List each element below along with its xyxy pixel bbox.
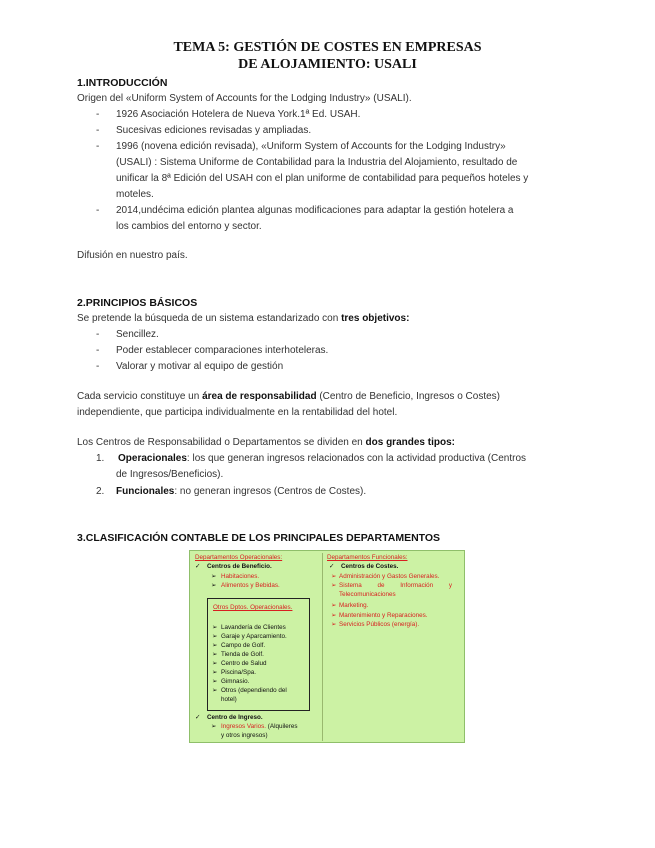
- list-item: Valorar y motivar al equipo de gestión: [116, 361, 284, 372]
- arrow-icon: ➢: [212, 642, 218, 649]
- arrow-icon: ➢: [211, 723, 217, 730]
- list-number: 2.: [96, 486, 105, 497]
- section-1-heading: 1.INTRODUCCIÓN: [77, 77, 168, 89]
- cost-item: Mantenimiento y Reparaciones.: [339, 612, 428, 619]
- responsibility-area-text: Cada servicio constituye un área de responsabilidad (Centro de Beneficio, Ingresos o Costes): [77, 391, 501, 402]
- list-item: Poder establecer comparaciones interhoteleras.: [116, 345, 329, 356]
- section-3-heading: 3.CLASIFICACIÓN CONTABLE DE LOS PRINCIPALES DEPARTAMENTOS: [77, 532, 441, 544]
- list-item-continuation: los cambios del entorno y sector.: [116, 221, 262, 232]
- responsibility-area-text-line-2: independiente, que participa individualmente en la rentabilidad del hotel.: [77, 407, 398, 418]
- functional-departments-title: Departamentos Funcionales:: [327, 554, 408, 561]
- numbered-item: Funcionales: no generan ingresos (Centros de Costes).: [116, 486, 367, 497]
- other-operational-item: Tienda de Golf.: [221, 651, 264, 658]
- cost-item: Servicios Públicos (energía).: [339, 621, 420, 628]
- list-item: 1926 Asociación Hotelera de Nueva York.1ª Ed. USAH.: [116, 109, 361, 120]
- document-title-line-2: DE ALOJAMIENTO: USALI: [238, 57, 417, 72]
- numbered-item: Operacionales: los que generan ingresos relacionados con la actividad productiva (Centros: [118, 453, 527, 464]
- objectives-intro: Se pretende la búsqueda de un sistema estandarizado con tres objetivos:: [77, 313, 410, 324]
- operational-departments-title: Departamentos Operacionales:: [195, 554, 283, 561]
- other-operational-item: Garaje y Aparcamiento.: [221, 633, 287, 640]
- benefit-centers-title: Centros de Beneficio.: [207, 563, 272, 570]
- dash-bullet: -: [96, 205, 100, 216]
- arrow-icon: ➢: [211, 573, 217, 580]
- other-operational-item-continuation: hotel): [221, 696, 237, 703]
- centers-intro: Los Centros de Responsabilidad o Departamentos se dividen en dos grandes tipos:: [77, 437, 455, 448]
- cost-item: Marketing.: [339, 602, 369, 609]
- arrow-icon: ➢: [212, 687, 218, 694]
- cost-item-continuation: Telecomunicaciones: [339, 591, 396, 598]
- list-item: Sencillez.: [116, 329, 159, 340]
- dash-bullet: -: [96, 141, 100, 152]
- departments-classification-figure: [189, 550, 465, 743]
- arrow-icon: ➢: [331, 612, 337, 619]
- other-operational-item: Gimnasio.: [221, 678, 250, 685]
- origin-text: Origen del «Uniform System of Accounts for the Lodging Industry» (USALI).: [77, 93, 412, 104]
- arrow-icon: ➢: [212, 669, 218, 676]
- other-operational-title: Otros Dptos. Operacionales.: [213, 604, 293, 611]
- arrow-icon: ➢: [212, 678, 218, 685]
- list-item-continuation: (USALI) : Sistema Uniforme de Contabilidad para la Industria del Alojamiento, resultado de: [116, 157, 518, 168]
- arrow-icon: ➢: [331, 602, 337, 609]
- dash-bullet: -: [96, 361, 100, 372]
- income-center-title: Centro de Ingreso.: [207, 714, 263, 721]
- numbered-item-continuation: de Ingresos/Beneficios).: [116, 469, 224, 480]
- other-operational-item: Otros (dependiendo del: [221, 687, 287, 694]
- list-item-continuation: unificar la 8ª Edición del USAH con el plan uniforme de contabilidad para pequeños hoteles y: [116, 173, 529, 184]
- other-operational-item: Lavandería de Clientes: [221, 624, 286, 631]
- other-operational-item: Campo de Golf.: [221, 642, 266, 649]
- check-icon: ✓: [195, 714, 201, 721]
- arrow-icon: ➢: [331, 573, 337, 580]
- arrow-icon: ➢: [331, 621, 337, 628]
- check-icon: ✓: [329, 563, 335, 570]
- benefit-item: Alimentos y Bebidas.: [221, 582, 280, 589]
- arrow-icon: ➢: [212, 624, 218, 631]
- dash-bullet: -: [96, 345, 100, 356]
- list-item: Sucesivas ediciones revisadas y ampliadas.: [116, 125, 312, 136]
- document-title-line-1: TEMA 5: GESTIÓN DE COSTES EN EMPRESAS: [173, 40, 482, 55]
- cost-item: Administración y Gastos Generales.: [339, 573, 440, 580]
- arrow-icon: ➢: [331, 582, 337, 589]
- list-item: 2014,undécima edición plantea algunas modificaciones para adaptar la gestión hotelera a: [116, 205, 514, 216]
- other-operational-item: Piscina/Spa.: [221, 669, 257, 676]
- benefit-item: Habitaciones.: [221, 573, 260, 580]
- diffusion-text: Difusión en nuestro país.: [77, 250, 188, 261]
- dash-bullet: -: [96, 109, 100, 120]
- list-item: 1996 (novena edición revisada), «Uniform System of Accounts for the Lodging Industry»: [116, 141, 506, 152]
- section-2-heading: 2.PRINCIPIOS BÁSICOS: [77, 297, 198, 309]
- income-item: Ingresos Varios. (Alquileres: [221, 723, 298, 730]
- check-icon: ✓: [195, 563, 201, 570]
- arrow-icon: ➢: [211, 582, 217, 589]
- arrow-icon: ➢: [212, 660, 218, 667]
- dash-bullet: -: [96, 329, 100, 340]
- other-operational-item: Centro de Salud: [221, 660, 267, 667]
- dash-bullet: -: [96, 125, 100, 136]
- income-item-continuation: y otros ingresos): [221, 732, 268, 739]
- list-number: 1.: [96, 453, 105, 464]
- list-item-continuation: moteles.: [116, 189, 154, 200]
- cost-item: Sistema de Información y: [339, 582, 453, 589]
- column-divider: [322, 553, 323, 741]
- arrow-icon: ➢: [212, 651, 218, 658]
- arrow-icon: ➢: [212, 633, 218, 640]
- cost-centers-title: Centros de Costes.: [341, 563, 399, 570]
